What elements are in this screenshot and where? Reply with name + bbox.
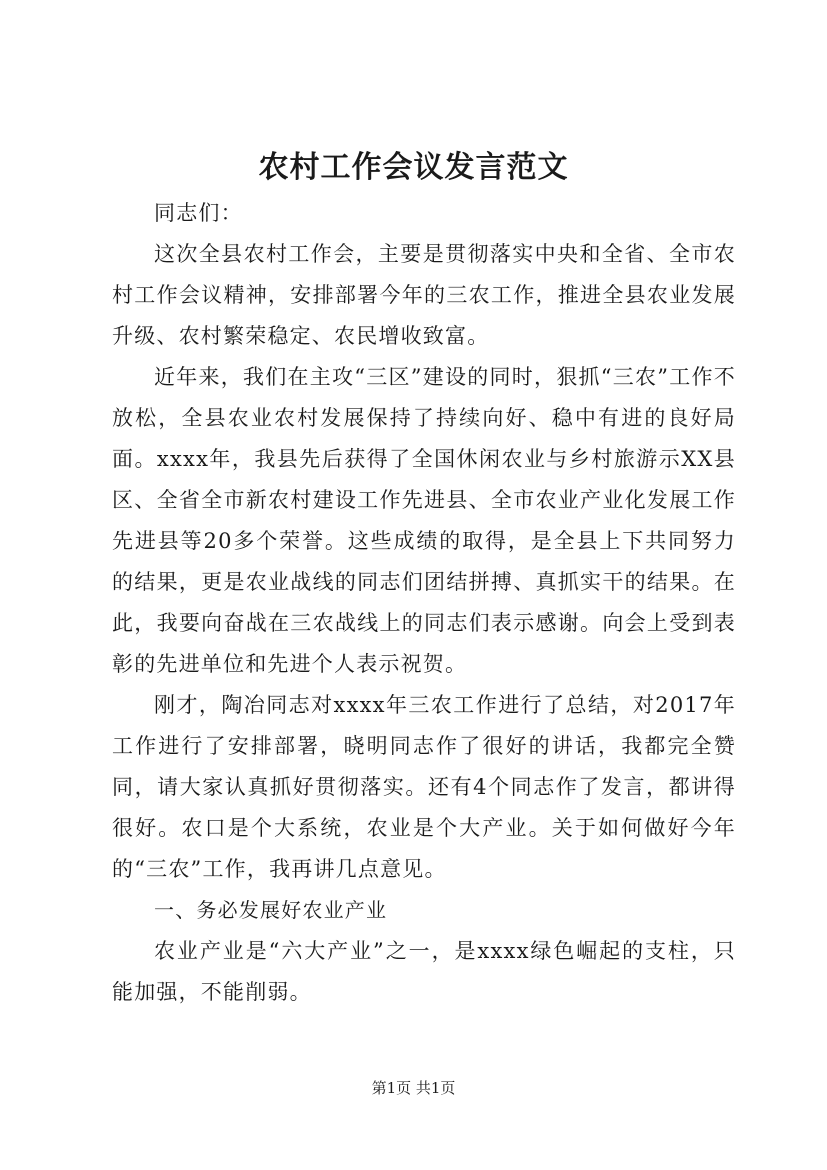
document-body xyxy=(112,193,736,1013)
document-title: 农村工作会议发言范文 xyxy=(258,150,569,185)
paragraph-intro: 这次全县农村工作会，主要是贯彻落实中央和全省、全市农村工作会议精神，安排部署今年的三农工作，推进全县农业发展升级、农村繁荣稳定、农民增收致富。 xyxy=(112,242,736,348)
paragraph-agriculture: 农业产业是“六大产业”之一，是xxxx绿色崛起的支柱，只能加强，不能削弱。 xyxy=(112,939,736,1004)
paragraph-summary: 刚才，陶冶同志对xxxx年三农工作进行了总结，对2017年工作进行了安排部署，晓明同志作了很好的讲话，我都完全赞同，请大家认真抓好贯彻落实。还有4个同志作了发言，都讲得很好。农口是个大系统，农业是个大产业。关于如何做好今年的“三农”工作，我再讲几点意见。 xyxy=(112,693,736,881)
section-heading: 一、务必发展好农业产业 xyxy=(154,898,388,922)
paragraph-achievements: 近年来，我们在主攻“三区”建设的同时，狠抓“三农”工作不放松，全县农业农村发展保持了持续向好、稳中有进的良好局面。xxxx年，我县先后获得了全国休闲农业与乡村旅游示XX县区、全省全市新农村建设工作先进县、全市农业产业化发展工作先进县等20多个荣誉。这些成绩的取得，是全县上下共同努力的结果，更是农业战线的同志们团结拼搏、真抓实干的结果。在此，我要向奋战在三农战线上的同志们表示感谢。向会上受到表彰的先进单位和先进个人表示祝贺。 xyxy=(112,365,736,676)
page-footer: 第1页 共1页 xyxy=(371,1079,456,1097)
salutation: 同志们： xyxy=(154,201,243,225)
